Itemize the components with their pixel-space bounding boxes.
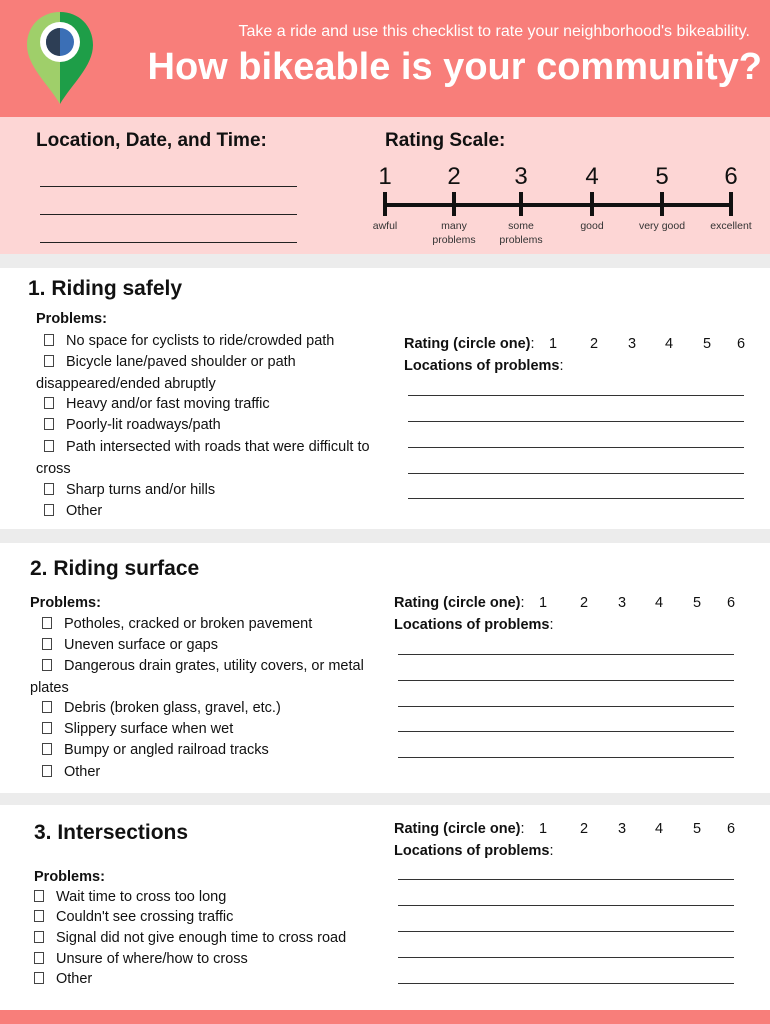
scale-axis: [385, 203, 733, 207]
checkbox[interactable]: [42, 617, 52, 629]
checklist-item[interactable]: Other: [34, 969, 92, 990]
problems-label: Problems:: [36, 311, 107, 327]
section-title-intersections: 3. Intersections: [34, 821, 189, 844]
map-pin-icon: [24, 10, 96, 106]
checkbox[interactable]: [42, 701, 52, 713]
checklist-item[interactable]: Couldn't see crossing traffic: [34, 907, 233, 928]
scale-number: 4: [585, 163, 599, 190]
rating-option[interactable]: 6: [727, 821, 736, 837]
scale-tick: [383, 192, 387, 216]
checkbox[interactable]: [34, 972, 44, 984]
checkbox[interactable]: [42, 638, 52, 650]
rating-option[interactable]: 3: [618, 821, 627, 837]
location-line[interactable]: [408, 447, 744, 448]
rating-option[interactable]: 2: [580, 821, 589, 837]
location-line[interactable]: [398, 757, 734, 758]
rating-option[interactable]: 4: [655, 821, 664, 837]
location-line[interactable]: [398, 731, 734, 732]
checkbox[interactable]: [44, 397, 54, 409]
section-title-riding-safely: 1. Riding safely: [28, 277, 183, 300]
footer-bar: [0, 1010, 770, 1024]
rating-option[interactable]: 1: [539, 821, 548, 837]
rating-option[interactable]: 5: [693, 821, 702, 837]
scale-number: 2: [447, 163, 461, 190]
section-divider: [0, 793, 770, 805]
checklist-item[interactable]: Signal did not give enough time to cross road: [34, 928, 346, 949]
rating-option[interactable]: 4: [665, 336, 674, 352]
location-line[interactable]: [408, 395, 744, 396]
location-line[interactable]: [398, 680, 734, 681]
problems-label: Problems:: [30, 595, 101, 611]
rating-option[interactable]: 4: [655, 595, 664, 611]
header-banner: [0, 0, 770, 117]
checklist-item-continuation: plates: [30, 680, 69, 696]
problems-label: Problems:: [34, 869, 105, 885]
checklist-item[interactable]: Bicycle lane/paved shoulder or path: [44, 352, 296, 373]
scale-descriptor: some problems: [499, 220, 543, 246]
checkbox[interactable]: [34, 952, 44, 964]
scale-descriptor: very good: [638, 220, 686, 232]
rating-label: Rating (circle one):: [394, 821, 525, 837]
scale-descriptor: awful: [372, 220, 398, 232]
checkbox[interactable]: [44, 440, 54, 452]
scale-descriptor: excellent: [710, 220, 752, 232]
section-divider: [0, 254, 770, 268]
scale-number: 3: [514, 163, 528, 190]
scale-tick: [452, 192, 456, 216]
locations-label: Locations of problems:: [404, 358, 564, 374]
scale-descriptor: many problems: [432, 220, 476, 246]
rating-option[interactable]: 1: [539, 595, 548, 611]
checklist-item-continuation: disappeared/ended abruptly: [36, 376, 216, 392]
scale-tick: [660, 192, 664, 216]
tagline: Take a ride and use this checklist to rate your neighborhood's bikeability.: [238, 23, 750, 40]
rating-option[interactable]: 6: [727, 595, 736, 611]
location-line[interactable]: [408, 473, 744, 474]
rating-scale-label: Rating Scale:: [385, 130, 506, 151]
checklist-item[interactable]: Wait time to cross too long: [34, 887, 226, 908]
location-line[interactable]: [408, 498, 744, 499]
location-blank-line[interactable]: [40, 186, 297, 187]
checklist-item[interactable]: Unsure of where/how to cross: [34, 949, 248, 970]
rating-label: Rating (circle one):: [394, 595, 525, 611]
scale-number: 1: [378, 163, 392, 190]
location-line[interactable]: [398, 654, 734, 655]
checklist-item[interactable]: Dangerous drain grates, utility covers, or metal: [42, 656, 364, 677]
scale-tick: [729, 192, 733, 216]
checkbox[interactable]: [34, 890, 44, 902]
rating-option[interactable]: 5: [693, 595, 702, 611]
checkbox[interactable]: [42, 765, 52, 777]
checkbox[interactable]: [34, 931, 44, 943]
time-blank-line[interactable]: [40, 242, 297, 243]
checklist-item[interactable]: Path intersected with roads that were difficult to: [44, 437, 370, 458]
location-line[interactable]: [398, 931, 734, 932]
location-date-time-label: Location, Date, and Time:: [36, 130, 267, 151]
section-divider: [0, 529, 770, 543]
checklist-item[interactable]: Sharp turns and/or hills: [44, 480, 215, 501]
location-line[interactable]: [398, 983, 734, 984]
checklist-item[interactable]: Poorly-lit roadways/path: [44, 415, 221, 436]
checklist-item[interactable]: Bumpy or angled railroad tracks: [42, 740, 269, 761]
rating-option[interactable]: 3: [618, 595, 627, 611]
checklist-item[interactable]: Slippery surface when wet: [42, 719, 233, 740]
checkbox[interactable]: [44, 504, 54, 516]
checkbox[interactable]: [42, 659, 52, 671]
checklist-item-continuation: cross: [36, 461, 71, 477]
locations-label: Locations of problems:: [394, 843, 554, 859]
checklist-item[interactable]: Other: [42, 762, 100, 783]
location-line[interactable]: [408, 421, 744, 422]
scale-number: 6: [724, 163, 738, 190]
checkbox[interactable]: [44, 418, 54, 430]
rating-option[interactable]: 2: [590, 336, 599, 352]
rating-label: Rating (circle one):: [404, 336, 535, 352]
checklist-item[interactable]: Uneven surface or gaps: [42, 635, 218, 656]
rating-option[interactable]: 5: [703, 336, 712, 352]
checkbox[interactable]: [44, 355, 54, 367]
scale-descriptor: good: [580, 220, 604, 232]
rating-option[interactable]: 2: [580, 595, 589, 611]
date-blank-line[interactable]: [40, 214, 297, 215]
checklist-item[interactable]: No space for cyclists to ride/crowded path: [44, 331, 334, 352]
rating-scale: [372, 155, 762, 255]
checklist-item[interactable]: Debris (broken glass, gravel, etc.): [42, 698, 281, 719]
location-line[interactable]: [398, 905, 734, 906]
location-line[interactable]: [398, 879, 734, 880]
checkbox[interactable]: [42, 743, 52, 755]
scale-tick: [519, 192, 523, 216]
checkbox[interactable]: [34, 910, 44, 922]
checkbox[interactable]: [42, 722, 52, 734]
checkbox[interactable]: [44, 483, 54, 495]
scale-number: 5: [655, 163, 669, 190]
scale-tick: [590, 192, 594, 216]
rating-option[interactable]: 1: [549, 336, 558, 352]
locations-label: Locations of problems:: [394, 617, 554, 633]
location-line[interactable]: [398, 957, 734, 958]
checklist-item[interactable]: Other: [44, 501, 102, 522]
checklist-item[interactable]: Heavy and/or fast moving traffic: [44, 394, 270, 415]
section-title-riding-surface: 2. Riding surface: [30, 557, 200, 580]
checkbox[interactable]: [44, 334, 54, 346]
checklist-item[interactable]: Potholes, cracked or broken pavement: [42, 614, 312, 635]
rating-option[interactable]: 6: [737, 336, 746, 352]
location-line[interactable]: [398, 706, 734, 707]
page-title: How bikeable is your community?: [147, 46, 762, 88]
rating-option[interactable]: 3: [628, 336, 637, 352]
